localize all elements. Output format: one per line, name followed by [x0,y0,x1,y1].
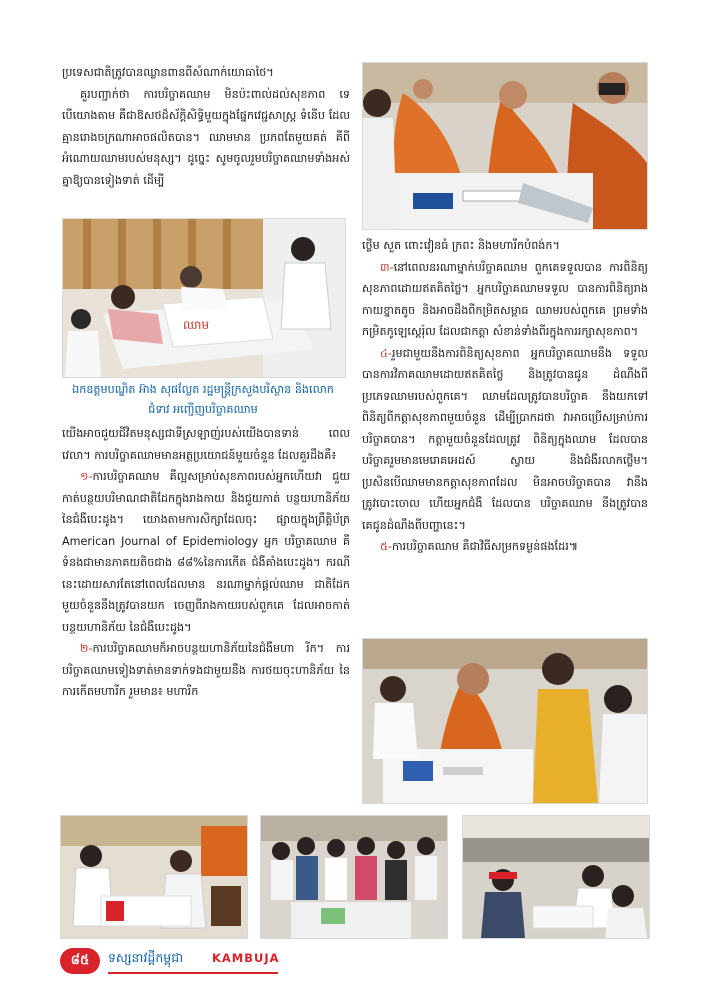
monks-donation-photo [362,62,648,230]
item-text: ការបរិច្ចាគឈាម គឺល្អសម្រាប់សុខភាពរបស់អ្នកហើយវា ជួយកាត់បន្ថយបរិមាណជាតិដែកក្នុងរាងកាយ និងជួយកាត់ បន្ថយហានិភ័យនៃជំងឺបេះដូង។ យោងតាមការសិក្សាដែលចុះ ផ្សាយក្នុងព្រឹត្តិប័ត្រ American Journal of Epidemiology អ្នក បរិច្ចាគឈាម គឺទំនងជាមានភាគយតិចជាង ៨៨%នៃការកើត ជំងឺគាំងបេះដូង។ ករណីនេះដោយសារតែនៅពេលដែលមាន នរណាម្នាក់ផ្តល់ឈាម ជាតិដែកមួយចំនួននឹងត្រូវបានយក ចេញពីរាងកាយរបស់ពួកគេ ដែលអាចកាត់បន្ថយហានិភ័យ នៃជំងឺបេះដូង។ [62,470,350,634]
minister-donation-photo [62,218,346,378]
hall-donation-photo [462,815,650,939]
page-number-badge: ៨៥ [60,948,100,974]
item-text: នៅពេលនរណាម្នាក់បរិច្ចាគឈាម ពួកគេទទួលបាន ការពិនិត្យសុខភាពដោយឥតគិតថ្លៃ។ អ្នកបរិច្ចាគឈាមទទួល បានការពិនិត្យរាងកាយខ្នាតតូច និងអាចដឹងពីកម្រិតសម្ពាធ ឈាមរបស់ពួកគេ ព្រមទាំងកម្រិតកូឡេស្តេរ៉ុល ដែលជាកត្តា សំខាន់ទាំងពីរក្នុងការរក្សាសុខភាព។ [362,260,648,338]
paragraph: គួរបញ្ជាក់ថា ការបរិច្ចាគឈាម មិនប៉ះពាល់ដល់សុខភាព ទេ បើយោងតាម គឺជាឱសថដ៏ស័ក្តិសិទ្ធិមួយក្នុងផ្នែកវេជ្ជសាស្ត្រ ទំនើប ដែលគ្មានរោងចក្រណាអាចផលិតបាន។ ឈាមមាន ប្រភពតែមួយគត់ គឺពីអំណោយឈាមរបស់មនុស្ស។ ដូច្នេះ សូមចូលរួមបរិច្ចាគឈាមទាំងអស់គ្នាឱ្យបានទៀងទាត់ ដើម្បី [62,87,350,187]
item-number: ៣- [380,260,394,274]
paragraph: ថ្លើម សួត ពោះវៀនធំ ក្រពះ និងមហារីកបំពង់ក។ [362,239,560,252]
benefit-item-1 [62,466,350,638]
benefit-item-2 [62,638,350,703]
item-number: ២- [80,642,93,655]
benefit-item-4 [362,343,648,537]
footer-divider [108,972,278,974]
benefit-item-5 [362,536,648,558]
right-column [362,235,648,558]
item-number: ៤- [380,346,392,360]
magazine-title: ទស្សនាវដ្តីកម្ពុជា [108,950,184,965]
blood-pressure-photo [362,638,648,804]
item-number: ១- [80,470,93,483]
item-number: ៥- [380,540,392,553]
left-column-bottom [62,423,350,703]
paragraph: ប្រទេសជាតិត្រូវបានឈ្លានពានពីសំណាក់យោធាថៃ។ [62,66,274,79]
item-text: រួមជាមួយនឹងការពិនិត្យសុខភាព អ្នកបរិច្ចាគឈាមនឹង ទទួលបានការវិភាគឈាមដោយឥតគិតថ្លៃ និងត្រូវបានជូន ដំណឹងពីប្រភេទឈាមរបស់ពួកគេ។ ឈាមដែលត្រូវបានបរិច្ចាគ នឹងយកទៅពិនិត្យពីកត្តាសុខភាពមួយចំនួន ដើម្បីប្រាកដថា វាអាចប្រើសម្រាប់ការបរិច្ចាគបាន។ កត្តាមួយចំនួនដែលត្រូវ ពិនិត្យក្នុងឈាម ដែលបានបរិច្ចាគរួមមានមេរោគអេដស៍ ស្វាយ និងជំងឺរលាកថ្លើម។ ប្រសិនបើឈាមមានកត្តាសុខភាពដែល មិនអាចបរិច្ចាគបាន វានឹងត្រូវបោះចោល ហើយអ្នកជំងឺ ដែលបាន បរិច្ចាគឈាម នឹងត្រូវបានគេជូនដំណឹងពីបញ្ហានេះ។ [362,346,648,532]
left-column-top [62,62,350,191]
paragraph: យើងអាចជួយជីវិតមនុស្សជាទីស្រឡាញ់របស់យើងបានទាន់ ពេលវេលា។ ការបរិច្ចាគឈាមមានអត្ថប្រយោជន៍មួយចំនួន ដែលគួរដឹងគឺ៖ [62,427,350,462]
crowd-registration-photo [260,815,448,939]
svg-text:ឈាម: ឈាម [183,318,210,332]
item-text: ការបរិច្ចាគឈាមក៏អាចបន្ថយហានិភ័យនៃជំងឺមហា រីក។ ការបរិច្ចាគឈាមទៀងទាត់មានទាក់ទងជាមួយនឹង ការថយចុះហានិភ័យ នៃការកើតមហារីក រួមមាន៖ មហារីក [62,642,350,698]
brand-name: KAMBUJA [212,951,280,965]
item-text: ការបរិច្ចាគឈាម គឺជាវិធីសម្រកទម្ងន់ផងដែរ៕ [391,540,579,553]
benefit-item-3 [362,257,648,343]
nurses-station-photo [60,815,248,939]
photo-caption: ឯកឧត្តមបណ្ឌិត អ៊ាង សុផល្លែត រដ្ឋមន្ត្រីក្រសួងបរិស្ថាន និងលោកជំទាវ អញ្ជើញបរិច្ចាគឈាម [72,383,334,416]
